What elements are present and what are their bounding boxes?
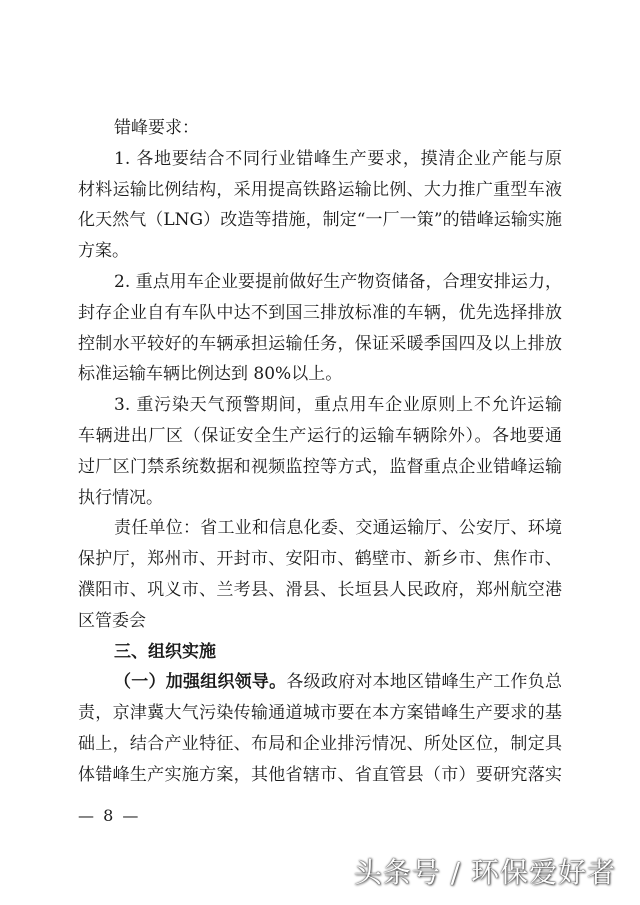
text-line — [78, 175, 562, 206]
text-segment: 车辆进出厂区（保证安全生产运行的运输车辆除外）。各地要通 — [78, 425, 562, 446]
text-line — [78, 205, 562, 236]
text-segment: 方案。 — [78, 241, 129, 262]
text-line — [78, 729, 562, 760]
text-segment: 标准运输车辆比例达到 80%以上。 — [78, 364, 343, 385]
document-body — [78, 113, 562, 791]
bold-text-segment: （一）加强组织领导。 — [114, 672, 287, 693]
text-line — [78, 298, 562, 329]
text-line — [78, 637, 562, 668]
text-line — [78, 575, 562, 606]
text-line — [78, 144, 562, 175]
text-segment: 保护厅，郑州市、开封市、安阳市、鹤壁市、新乡市、焦作市、 — [78, 549, 562, 570]
text-line — [78, 359, 562, 390]
text-line — [78, 236, 562, 267]
bold-text-segment: 三、组织实施 — [114, 641, 216, 662]
text-segment: 3. 重污染天气预警期间，重点用车企业原则上不允许运输 — [114, 395, 562, 416]
text-line — [78, 267, 562, 298]
text-segment: 础上，结合产业特征、布局和企业排污情况、所处区位，制定具 — [78, 733, 562, 754]
text-segment: 体错峰生产实施方案，其他省辖市、省直管县（市）要研究落实 — [78, 764, 562, 785]
text-segment: 1. 各地要结合不同行业错峰生产要求，摸清企业产能与原 — [114, 148, 562, 169]
text-segment: 材料运输比例结构，采用提高铁路运输比例、大力推广重型车液 — [78, 179, 562, 200]
text-segment: 过厂区门禁系统数据和视频监控等方式，监督重点企业错峰运输 — [78, 456, 562, 477]
text-line — [78, 421, 562, 452]
text-line — [78, 513, 562, 544]
text-segment: 错峰要求： — [114, 118, 199, 138]
text-line — [78, 329, 562, 360]
watermark: 头条号 / 环保爱好者 — [353, 856, 616, 889]
text-segment: 控制水平较好的车辆承担运输任务，保证采暖季国四及以上排放 — [78, 333, 562, 354]
text-line — [78, 452, 562, 483]
text-line — [78, 483, 562, 514]
text-line — [78, 544, 562, 575]
text-segment: 各级政府对本地区错峰生产工作负总 — [286, 672, 563, 693]
text-line — [78, 698, 562, 729]
text-segment: 区管委会 — [78, 610, 146, 631]
text-segment: 2. 重点用车企业要提前做好生产物资储备，合理安排运力， — [114, 271, 562, 292]
text-line — [78, 667, 562, 698]
text-line — [78, 390, 562, 421]
page-number: — 8 — — [78, 806, 141, 825]
text-segment: 责任单位：省工业和信息化委、交通运输厅、公安厅、环境 — [114, 518, 562, 539]
text-segment: 执行情况。 — [78, 487, 163, 508]
text-segment: 化天然气（LNG）改造等措施，制定“一厂一策”的错峰运输实施 — [78, 210, 562, 231]
text-segment: 封存企业自有车队中达不到国三排放标准的车辆，优先选择排放 — [78, 302, 562, 323]
text-line — [78, 760, 562, 791]
text-line — [78, 606, 562, 637]
text-segment: 责，京津冀大气污染传输通道城市要在本方案错峰生产要求的基 — [78, 703, 562, 724]
text-segment: 濮阳市、巩义市、兰考县、滑县、长垣县人民政府，郑州航空港 — [78, 579, 562, 600]
text-line — [78, 113, 562, 144]
